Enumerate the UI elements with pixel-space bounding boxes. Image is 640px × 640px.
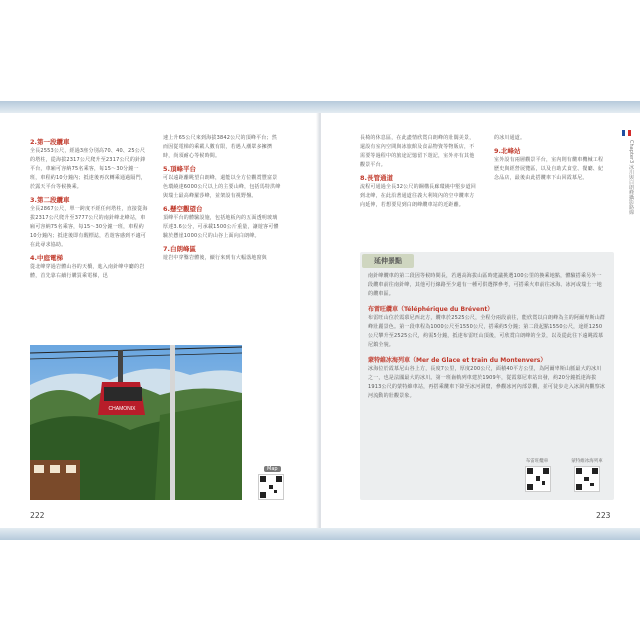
info-item-montenvers [368,356,606,401]
right-column-2 [494,134,604,184]
chapter-sidebar: Chapter3 冰川與白朗峰攝影路線 [628,140,634,215]
section-skywalk [163,204,281,241]
qr-label-montenvers: 蒙特維冰海列車 [571,459,603,464]
section-continued [494,134,604,143]
bottom-binding-band [0,528,640,540]
left-column-2 [163,134,281,264]
info-intro: 南針峰纜車的第二段因等候時間長，若遇高海拔山區時建議挑選100公里的換乘地點，體驗搭乘另外一段纜車前往南針峰，其他可行線路至少還有一種可供選擇參考，可搭乘火車前往冰海、冰河或瑞士一地的纜車區。 [368,273,603,297]
qr-code-montenvers[interactable] [574,466,600,492]
info-box-content [368,272,606,402]
info-box-tag: 延伸景點 [362,254,414,268]
france-flag-icon [622,130,631,136]
qr-code-left[interactable] [258,474,284,500]
page-number-left: 222 [30,511,45,520]
info-item-brevent [368,305,606,350]
section-body: 室外設有兩層觀景平台，室內則有纜車機械工程歷史與經營展覽區，以及自助式食堂、餐廳、紀念品店，最後由此搭纜車下山回霞慕尼。 [494,157,604,181]
section-title: 6.懸空觀望台 [163,205,203,213]
section-body: 全長2867公尺，單一跨度不經任何塔柱，直接從海拔2317公尺爬升至3777公尺的南針峰北峰站，車廂可容納75名乘客，每15～30分鐘一班，車程約10分鐘內；抵達後即有醒標誌，若遊客感到不適可在此尋求協助。 [30,206,148,248]
cable-car-label: CHAMONIX [108,406,136,412]
right-column-1 [360,134,476,211]
info-item-title: 布雷旺纜車（Téléphérique du Brévent） [368,306,494,313]
info-item-body: 冰海位於霞慕尼山谷上方，長度7公里，厚度200公尺，面積40平方公里，為阿爾卑斯山脈最大的冰川之一，也是法國最大的冰川。第一班齒軌列車建於1909年，從霞慕尼車站出發，約20分鐘抵達海拔1913公尺的蒙特維車站，再搭乘纜車下降至冰河洞窟，參觀冰河內部景觀，並可徒步走入冰洞內觀察冰河流動的壯觀景象。 [368,366,606,399]
section-title: 9.北峰站 [494,147,521,155]
section-body: 遊岩中穿鑿岩體後，續行來到有大幅落地窗與 [163,255,268,261]
info-item-title: 蒙特維冰海列車（Mer de Glace et train du Montenvers） [368,357,547,364]
section-body: 全長2553公尺，經過3座分別高70、40、25公尺的塔柱，從海拔2317公尺爬升至2317公尺的針鋒平台，車廂可容納75名乘客，每15～30分鐘一班，車程約10分鐘內；抵達後再次轉乘通過隔門，於露天平台等候換乘。 [30,148,146,190]
section-body: 從北峰穿過岩體山谷的天橋，進入南針峰中廳的岩體，首先靠右續行購買乘電梯，迅 [30,264,145,279]
section-cable-car-1 [30,137,148,192]
top-binding-band [0,101,640,113]
section-body: 可以遠距離眺望白朗峰，還能以全方位觀賞豐富景色環繞達6000公尺以上的主要山峰，包括馬特洪峰與瑞士最高峰羅莎峰，並架設有視野盤。 [163,175,281,199]
section-body: 流程可通過全長32公尺的鋼構長廊環繞中壑步道回到北峰，在此沿著通道往義大利境內的空中纜車方向延伸，若想要見到白朗峰纜車站的近距離。 [360,184,476,208]
section-body: 頂峰平台的體驗設施，包括地板內的五面透明玻璃厚達3.6公分，可承載1500公斤重量，讓遊客可體驗於懸崖1000公尺的山谷上面向白朗峰。 [163,215,279,239]
section-cable-car-2 [30,195,148,250]
section-north-peak [494,146,604,183]
section-body: 的冰川通道。 [494,135,526,141]
section-title: 8.長管通道 [360,174,393,182]
qr-code-brevent[interactable] [525,466,551,492]
map-tag: Map [264,466,281,472]
section-summit [163,164,281,201]
section-elevator [30,253,148,281]
section-title: 4.中庭電梯 [30,254,63,262]
section-tunnel [360,173,476,210]
section-title: 2.第一段纜車 [30,138,70,146]
section-continued [163,134,281,161]
section-mont-blanc-area [163,244,281,263]
qr-label-brevent: 布雷旺纜車 [525,459,549,464]
section-continued [360,134,476,170]
info-item-body: 布雷旺山位於霞慕尼西北方，纜車於2525公尺，全程分兩段前往，能欣賞以白朗峰為主的阿爾卑斯山群峰壯麗景色。第一段車程為1000公尺至1550公尺，搭乘約5分鐘；第二段起點1550公尺，途經1250公尺攀升至2525公尺，約需5分鐘，抵達布雷旺山頂後，可欣賞白朗峰的全景，以及從此往下遠眺霞慕尼鎮全貌。 [368,315,606,348]
cable-car-photo [30,345,242,500]
section-title: 5.頂峰平台 [163,165,196,173]
section-body: 速上升65公尺來到海拔3842公尺的頂峰平台；然而因從電梯的乘載人數有限，若遇人潮眾多擁擠時，尚須耐心等候時間。 [163,135,277,159]
section-title: 7.白朗峰區 [163,245,196,253]
left-column-1 [30,134,148,282]
page-number-right: 223 [596,511,611,520]
section-body: 長椅的休息區，在此盡情欣賞白朗峰的壯闊美景，還設有室內空間與冰旅館及食品物資等物販店，不需要等過程中的旅途記憶留下遊記，室外亦有其他觀景平台。 [360,135,475,168]
section-title: 3.第二段纜車 [30,196,70,204]
cable-car-illustration [30,345,242,500]
